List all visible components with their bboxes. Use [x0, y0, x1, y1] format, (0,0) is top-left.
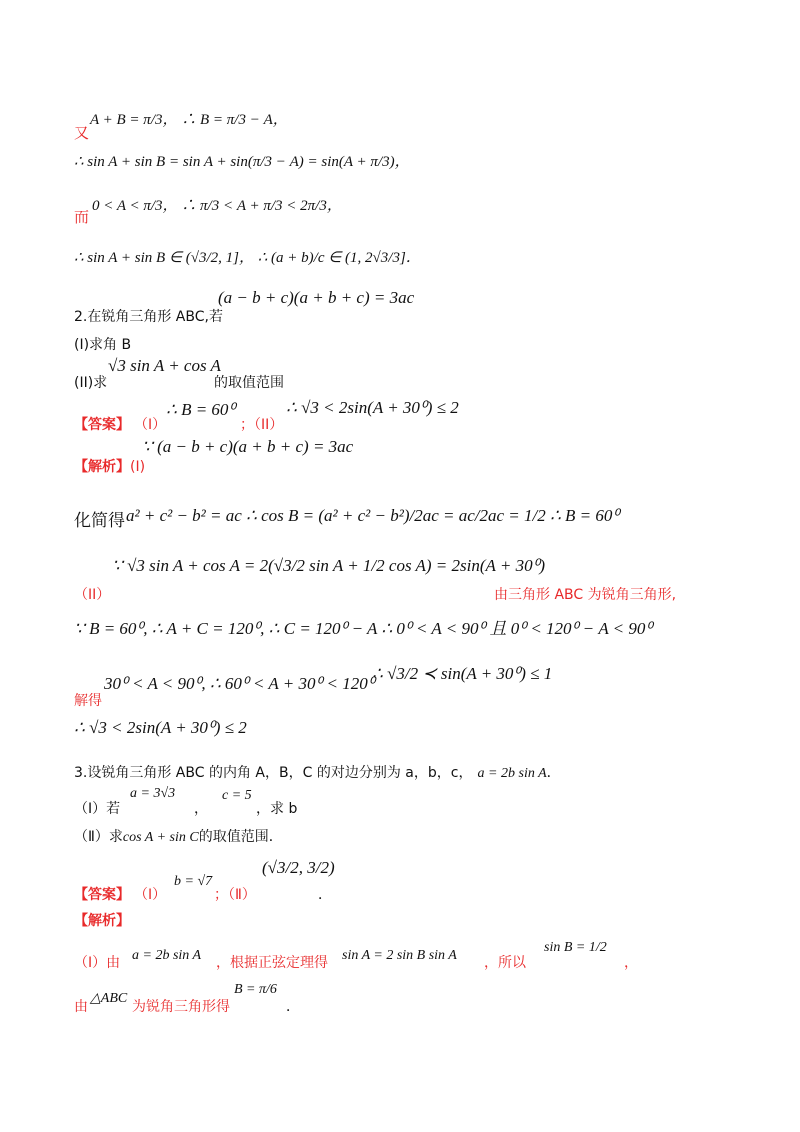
p3-q1-suffix: ，求 b	[256, 801, 298, 817]
p3-ans-end: ．	[318, 887, 332, 903]
p3-sol-i-b: ，根据正弦定理得	[216, 955, 328, 971]
math-a-plus-b: A + B = π/3， ∴ B = π/3 − A，	[90, 112, 288, 128]
ii-label: （II）	[74, 587, 111, 603]
q2-suffix: 的取值范围	[214, 375, 284, 391]
ii-transform: ∵ √3 sin A + cos A = 2(√3/2 sin A + 1/2 cos A) = 2sin(A + 30⁰)	[112, 556, 546, 575]
p3-ans-ii: ；（Ⅱ）	[214, 887, 256, 903]
prefix-you: 又	[74, 124, 90, 142]
p3-sol-i-m2: sin A = 2 sin B sin A	[342, 948, 457, 963]
ii-note: 由三角形 ABC 为锐角三角形,	[494, 587, 677, 603]
ans-i-label: （I）	[134, 417, 167, 433]
problem-2-final: ∴ √3 < 2sin(A + 30⁰) ≤ 2	[74, 718, 247, 737]
p3-q1-a: a = 3√3	[130, 786, 176, 801]
p3-ans-i: （Ⅰ）	[134, 887, 167, 903]
p3-sol-i-c: ，所以	[484, 955, 526, 971]
p3-title-math: a = 2b sin A	[477, 766, 547, 781]
simplify-math: a² + c² − b² = ac ∴ cos B = (a² + c² − b²)/2ac = ac/2ac = 1/2 ∴ B = 60⁰	[126, 506, 620, 525]
p3-ans-ii-math: (√3/2, 3/2)	[262, 858, 335, 877]
p3-title-end: ．	[546, 765, 561, 781]
range-right: ∴ √3/2 ≺ sin(A + 30⁰) ≤ 1	[372, 664, 553, 683]
p3-last-end: ．	[286, 999, 300, 1015]
p3-q2-prefix: （Ⅱ）求	[74, 829, 123, 845]
p3-ans-i-math: b = √7	[174, 874, 213, 889]
p3-q1-comma: ，	[194, 801, 208, 817]
answer-tag: 【答案】	[74, 417, 130, 433]
p3-sol-i-m1: a = 2b sin A	[132, 948, 202, 963]
math-range-a: 0 < A < π/3， ∴ π/3 < A + π/3 < 2π/3，	[92, 198, 342, 214]
solve-label: 解得	[74, 693, 102, 709]
p3-title-text: 3.设锐角三角形 ABC 的内角 A，B，C 的对边分别为 a，b，c，	[74, 765, 473, 781]
problem-2-q1: (I)求角 B	[74, 337, 132, 353]
p3-sol-i-m3: sin B = 1/2	[544, 940, 607, 955]
p3-q2-math: cos A + sin C	[122, 830, 199, 845]
problem-2-title: 2.在锐角三角形 ABC,若	[74, 309, 223, 325]
p3-q2	[74, 826, 283, 846]
ans-ii-math: ∴ √3 < 2sin(A + 30⁰) ≤ 2	[286, 398, 459, 417]
p3-q1-c: c = 5	[222, 788, 252, 803]
analysis-header	[74, 456, 145, 476]
q2-math: √3 sin A + cos A	[108, 356, 221, 375]
analysis-i: (I)	[130, 459, 146, 475]
ans-ii-label: ；（II）	[240, 417, 284, 433]
analysis-tag: 【解析】	[74, 459, 130, 475]
p3-sol-i-d: ，	[624, 955, 638, 971]
ans-i-math: ∴ B = 60⁰	[166, 400, 236, 419]
q2-prefix: (II)求	[74, 375, 108, 391]
p3-last-b: 为锐角三角形得	[132, 999, 230, 1015]
math-range-result: ∴ sin A + sin B ∈ (√3/2, 1]， ∴ (a + b)/c ∈ (1, 2√3/3]．	[74, 250, 421, 266]
p3-last-m: △ABC	[90, 991, 128, 1006]
p3-answer-tag: 【答案】	[74, 887, 130, 903]
p3-last-m2: B = π/6	[234, 982, 277, 997]
problem-2-condition: (a − b + c)(a + b + c) = 3ac	[218, 288, 415, 307]
simplify-prefix: 化简得	[74, 511, 125, 531]
p3-q1-prefix: （Ⅰ）若	[74, 801, 121, 817]
prefix-er: 而	[74, 208, 90, 226]
b-60-line: ∵ B = 60⁰, ∴ A + C = 120⁰, ∴ C = 120⁰ − A ∴ 0⁰ < A < 90⁰ 且 0⁰ < 120⁰ − A < 90⁰	[74, 619, 653, 638]
problem-3-title	[74, 762, 561, 782]
p3-last-a: 由	[74, 999, 88, 1015]
p3-analysis-tag: 【解析】	[74, 913, 130, 929]
range-line: 30⁰ < A < 90⁰, ∴ 60⁰ < A + 30⁰ < 120⁰	[104, 674, 375, 693]
condition-repeat: ∵ (a − b + c)(a + b + c) = 3ac	[142, 437, 354, 456]
math-sin-sum: ∴ sin A + sin B = sin A + sin(π/3 − A) = sin(A + π/3)，	[74, 154, 410, 170]
p3-q2-suffix: 的取值范围．	[198, 829, 283, 845]
p3-sol-i-a: （Ⅰ）由	[74, 955, 121, 971]
